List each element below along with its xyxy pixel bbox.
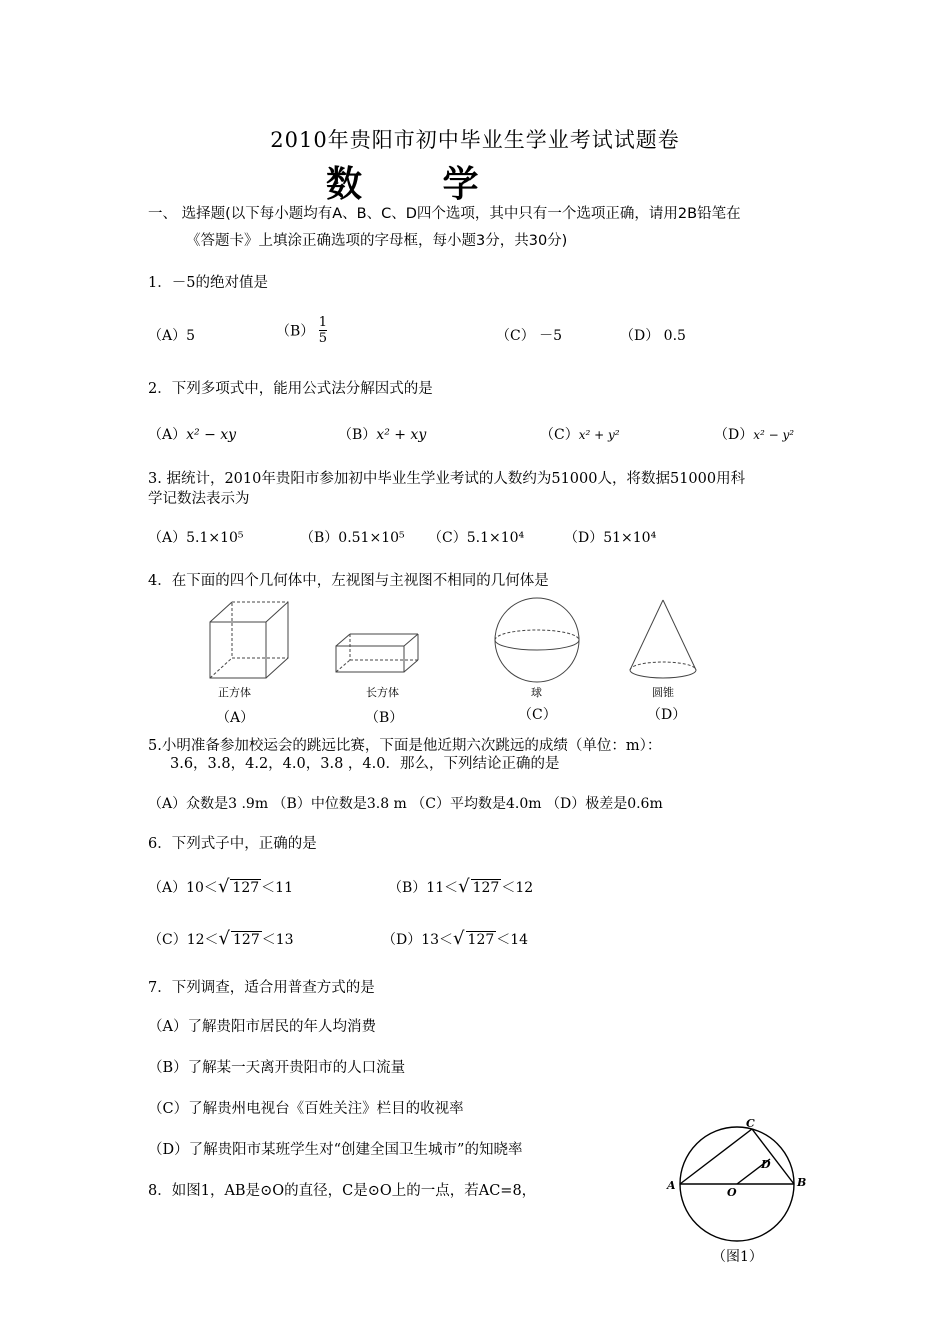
sqrt-symbol: √ <box>453 928 465 949</box>
q5-stem-line1: 5.小明准备参加校运会的跳远比赛，下面是他近期六次跳远的成绩（单位：m）： <box>148 738 662 754</box>
q1-option-b <box>276 315 327 346</box>
q3-option-c: （C）5.1×10⁴ <box>428 530 525 546</box>
q4-label-b: （B） <box>365 710 404 726</box>
point-a-label: A <box>667 1179 676 1192</box>
point-d-label: D <box>761 1158 771 1171</box>
q6-option-c <box>148 928 294 949</box>
q1-fraction-numerator: 1 <box>318 315 328 330</box>
q6-option-c-right: ＜13 <box>261 932 294 948</box>
q6-option-a-right: ＜11 <box>261 880 293 896</box>
q3-stem-line2: 学记数法表示为 <box>148 491 250 507</box>
q6-option-d-radicand: 127 <box>467 932 495 948</box>
cone-caption: 圆锥 <box>652 686 674 699</box>
q6-option-c-left: （C）12＜ <box>148 932 219 948</box>
q4-solids-figure <box>200 590 720 725</box>
q8-stem: 8．如图1，AB是⊙O的直径，C是⊙O上的一点，若AC=8， <box>148 1183 537 1199</box>
q6-option-c-radicand: 127 <box>233 932 260 948</box>
q2-option-d-prefix: （D） <box>714 427 754 443</box>
sqrt-symbol: √ <box>218 928 231 949</box>
q8-circle-figure <box>660 1112 820 1247</box>
q4-stem: 4．在下面的四个几何体中，左视图与主视图不相同的几何体是 <box>148 573 549 589</box>
q3-stem-line1: 3. 据统计，2010年贵阳市参加初中毕业生学业考试的人数约为51000人，将数据51000用科 <box>148 471 746 487</box>
q5-options: （A）众数是3 .9m （B）中位数是3.8 m （C）平均数是4.0m （D）极差是0.6m <box>148 796 663 812</box>
q4-label-d: （D） <box>647 707 687 723</box>
q8-figure-caption: （图1） <box>712 1249 763 1265</box>
section1-line2: 《答题卡》上填涂正确选项的字母框，每小题3分，共30分) <box>186 233 568 249</box>
q1-option-c: （C） －5 <box>496 328 563 344</box>
q6-option-d-right: ＜14 <box>496 932 529 948</box>
q1-fraction <box>319 315 327 346</box>
q2-option-c-expr: x² + y² <box>578 428 620 442</box>
chord-ac <box>680 1129 752 1184</box>
q7-option-c: （C）了解贵州电视台《百姓关注》栏目的收视率 <box>148 1101 464 1117</box>
q3-option-a: （A）5.1×10⁵ <box>148 530 244 546</box>
sqrt-symbol: √ <box>217 876 230 897</box>
q1-option-d: （D） 0.5 <box>620 328 686 344</box>
q3-option-d: （D）51×10⁴ <box>564 530 657 546</box>
sphere-figure <box>495 598 579 682</box>
q6-option-a-radicand: 127 <box>232 880 260 896</box>
q7-stem: 7．下列调查，适合用普查方式的是 <box>148 980 375 996</box>
q6-option-b-right: ＜12 <box>501 880 534 896</box>
q2-option-a <box>148 424 236 444</box>
q6-option-b <box>388 876 533 897</box>
q2-option-b-prefix: （B） <box>338 427 377 443</box>
q6-option-b-left: （B）11＜ <box>388 880 459 896</box>
cuboid-caption: 长方体 <box>366 686 399 699</box>
q2-option-b-expr: x² + xy <box>376 427 427 443</box>
q7-option-b: （B）了解某一天离开贵阳市的人口流量 <box>148 1060 406 1076</box>
point-o-label: O <box>727 1186 737 1199</box>
q1-option-a: （A）5 <box>148 328 196 344</box>
cube-caption: 正方体 <box>218 686 251 699</box>
q2-option-c <box>540 424 620 444</box>
q4-label-a: （A） <box>216 710 255 726</box>
sqrt-symbol: √ <box>458 876 470 897</box>
q2-option-d <box>714 424 794 444</box>
q7-option-a: （A）了解贵阳市居民的年人均消费 <box>148 1019 376 1035</box>
q6-stem: 6．下列式子中，正确的是 <box>148 836 317 852</box>
section1-line1: 一、 选择题(以下每小题均有A、B、C、D四个选项，其中只有一个选项正确，请用2B铅笔在 <box>148 206 741 222</box>
q2-option-a-expr: x² − xy <box>186 427 237 443</box>
q6-option-a-left: （A）10＜ <box>148 880 218 896</box>
point-c-label: C <box>746 1117 755 1130</box>
q2-option-a-prefix: （A） <box>148 427 187 443</box>
q2-option-d-expr: x² − y² <box>753 428 795 442</box>
q6-option-a <box>148 876 293 897</box>
q4-label-c: （C） <box>518 707 557 723</box>
q2-option-b <box>338 424 426 444</box>
q1-fraction-denominator: 5 <box>318 331 328 346</box>
q2-option-c-prefix: （C） <box>540 427 579 443</box>
q7-option-d: （D）了解贵阳市某班学生对“创建全国卫生城市”的知晓率 <box>148 1142 523 1158</box>
q1-option-b-prefix: （B） <box>276 323 315 340</box>
cuboid-figure <box>336 634 418 672</box>
q2-stem: 2．下列多项式中，能用公式法分解因式的是 <box>148 381 433 397</box>
q1-stem: 1．－5的绝对值是 <box>148 275 268 291</box>
q6-option-d <box>382 928 528 949</box>
cube-figure <box>210 602 288 678</box>
point-b-label: B <box>797 1176 807 1189</box>
subject-title: 数 学 <box>326 163 513 205</box>
sphere-caption: 球 <box>531 686 542 699</box>
q6-option-b-radicand: 127 <box>472 880 500 896</box>
cone-figure <box>630 600 696 678</box>
q6-option-d-left: （D）13＜ <box>382 932 454 948</box>
q5-stem-line2: 3.6，3.8，4.2，4.0，3.8 ，4.0．那么，下列结论正确的是 <box>170 756 560 772</box>
q3-option-b: （B）0.51×10⁵ <box>300 530 405 546</box>
exam-title: 2010年贵阳市初中毕业生学业考试试题卷 <box>270 128 680 152</box>
